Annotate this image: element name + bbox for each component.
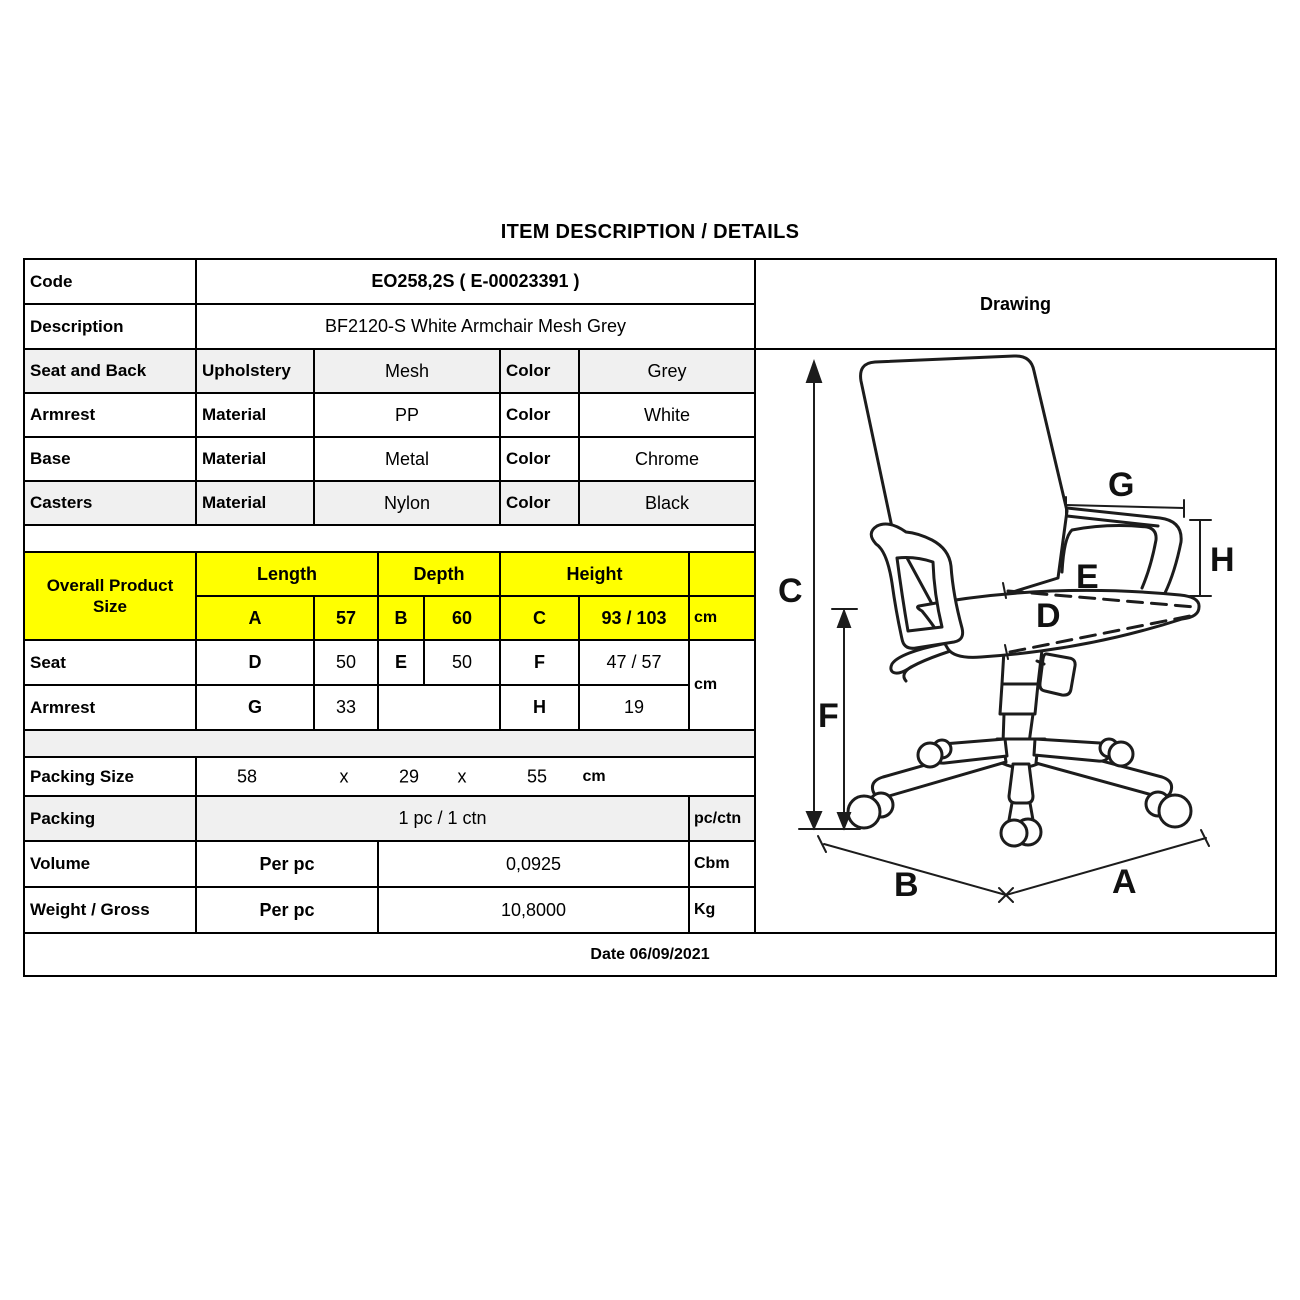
overall-length-value: 57 — [315, 597, 377, 639]
material-row-attr: Material — [197, 482, 313, 524]
chair-caster — [918, 743, 942, 767]
packing-size-sep: x — [339, 766, 349, 786]
packing-size-label: Packing Size — [25, 758, 195, 795]
seat-height-key: F — [501, 641, 578, 684]
volume-label: Volume — [25, 842, 195, 886]
packing-value: 1 pc / 1 ctn — [197, 797, 688, 840]
seat-depth-value: 50 — [425, 641, 499, 684]
packing-size-height: 55 — [526, 766, 548, 786]
date-label: Date 06/09/2021 — [25, 934, 1275, 975]
packing-unit: pc/ctn — [690, 797, 754, 840]
material-row-value: Metal — [315, 438, 499, 480]
volume-unit: Cbm — [690, 842, 754, 886]
page-title: ITEM DESCRIPTION / DETAILS — [500, 221, 800, 243]
chair-caster — [1001, 820, 1027, 846]
seat-length-value: 50 — [315, 641, 377, 684]
packing-size-unit: cm — [582, 767, 606, 785]
drawing-label-d: D — [1036, 597, 1061, 635]
seat-armrest-unit: cm — [690, 641, 754, 729]
chair-caster — [1109, 742, 1133, 766]
spacer-row — [25, 731, 754, 756]
material-row-color-value: Grey — [580, 350, 754, 392]
packing-size-length: 58 — [236, 766, 258, 786]
material-row-color-label: Color — [501, 394, 578, 436]
overall-size-label — [25, 553, 195, 639]
armrest-row-label: Armrest — [25, 686, 195, 729]
armrest-height-key: H — [501, 686, 578, 729]
material-row-label: Casters — [25, 482, 195, 524]
overall-height-key: C — [501, 597, 578, 639]
dim-arrow — [807, 362, 821, 382]
chair-paddle — [1040, 654, 1075, 695]
chair-caster — [1159, 795, 1191, 827]
overall-size-label-line1: Overall Product — [46, 575, 174, 595]
chair-base-leg — [1009, 764, 1033, 803]
armrest-length-value: 33 — [315, 686, 377, 729]
drawing-label-h: H — [1210, 541, 1235, 579]
code-label: Code — [25, 260, 195, 303]
material-row-color-value: Chrome — [580, 438, 754, 480]
weight-value: 10,8000 — [379, 888, 688, 932]
overall-length-key: A — [197, 597, 313, 639]
chair-caster — [848, 796, 880, 828]
header-unit-empty — [690, 553, 754, 595]
drawing-label-b: B — [894, 866, 919, 904]
header-length: Length — [197, 553, 377, 595]
dim-line-g — [1066, 505, 1184, 508]
drawing-label-g: G — [1108, 466, 1135, 504]
material-row-value: Mesh — [315, 350, 499, 392]
overall-depth-value: 60 — [425, 597, 499, 639]
volume-value: 0,0925 — [379, 842, 688, 886]
seat-length-key: D — [197, 641, 313, 684]
weight-unit: Kg — [690, 888, 754, 932]
dim-arrow — [838, 813, 850, 828]
weight-per: Per pc — [197, 888, 377, 932]
packing-label: Packing — [25, 797, 195, 840]
material-row-attr: Material — [197, 394, 313, 436]
seat-height-value: 47 / 57 — [580, 641, 688, 684]
material-row-attr: Material — [197, 438, 313, 480]
chair-caster-stem — [1009, 803, 1033, 820]
overall-size-label-line2: Size — [92, 597, 128, 616]
drawing-label-f: F — [818, 697, 839, 735]
material-row-value: PP — [315, 394, 499, 436]
material-row-label: Base — [25, 438, 195, 480]
material-row-color-label: Color — [501, 350, 578, 392]
material-row-color-label: Color — [501, 438, 578, 480]
dim-arrow — [807, 812, 821, 828]
material-row-color-value: White — [580, 394, 754, 436]
armrest-depth-empty — [379, 686, 499, 729]
spec-table — [23, 258, 1277, 977]
header-height: Height — [501, 553, 688, 595]
armrest-length-key: G — [197, 686, 313, 729]
material-row-color-value: Black — [580, 482, 754, 524]
drawing-label-a: A — [1112, 863, 1137, 901]
dim-line-a — [1006, 838, 1206, 895]
dim-apex-cross — [999, 888, 1013, 902]
material-row-label: Seat and Back — [25, 350, 195, 392]
chair-drawing-svg — [756, 350, 1275, 932]
header-depth: Depth — [379, 553, 499, 595]
material-row-attr: Upholstery — [197, 350, 313, 392]
material-row-label: Armrest — [25, 394, 195, 436]
overall-unit: cm — [690, 597, 754, 639]
spacer-row — [25, 526, 754, 551]
packing-size-sep: x — [457, 766, 467, 786]
packing-size-values — [197, 758, 754, 795]
material-row-value: Nylon — [315, 482, 499, 524]
weight-label: Weight / Gross — [25, 888, 195, 932]
seat-depth-key: E — [379, 641, 423, 684]
seat-row-label: Seat — [25, 641, 195, 684]
code-value: EO258,2S ( E-00023391 ) — [197, 260, 754, 303]
armrest-height-value: 19 — [580, 686, 688, 729]
overall-depth-key: B — [379, 597, 423, 639]
chair-drawing — [756, 350, 1275, 932]
drawing-label-c: C — [778, 572, 803, 610]
description-value: BF2120-S White Armchair Mesh Grey — [197, 305, 754, 348]
volume-per: Per pc — [197, 842, 377, 886]
chair-gas-lift — [1000, 684, 1038, 714]
drawing-label-e: E — [1076, 558, 1099, 596]
packing-size-depth: 29 — [398, 766, 420, 786]
description-label: Description — [25, 305, 195, 348]
material-row-color-label: Color — [501, 482, 578, 524]
drawing-panel-title: Drawing — [756, 260, 1275, 348]
overall-height-value: 93 / 103 — [580, 597, 688, 639]
dim-arrow — [838, 611, 850, 627]
